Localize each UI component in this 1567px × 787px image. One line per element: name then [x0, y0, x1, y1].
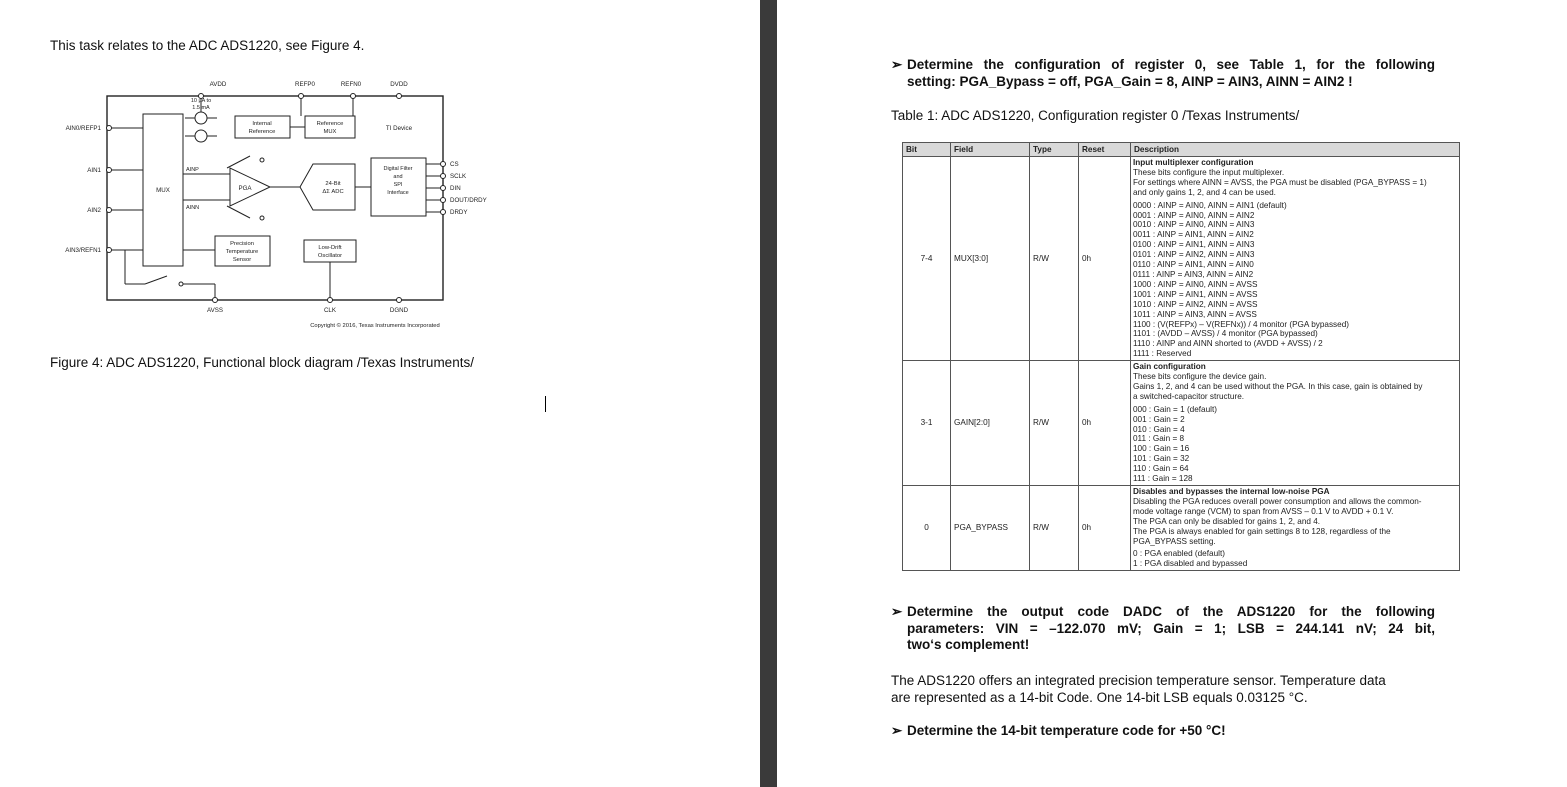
description-line: Disabling the PGA reduces overall power consumption and allows the common-	[1133, 496, 1422, 506]
register-table	[902, 142, 1460, 571]
cell-reset: 0h	[1079, 157, 1131, 361]
cell-reset: 0h	[1079, 361, 1131, 486]
description-line: These bits configure the input multiplexer.	[1133, 167, 1285, 177]
pin-dvdd: DVDD	[390, 81, 408, 88]
svg-text:Interface: Interface	[387, 190, 409, 196]
description-title: Gain configuration	[1133, 362, 1206, 372]
description-option: 111 : Gain = 128	[1133, 474, 1193, 484]
description-option: 0100 : AINP = AIN1, AINN = AIN3	[1133, 240, 1255, 250]
cell-description	[1131, 361, 1460, 486]
description-title: Disables and bypasses the internal low-noise PGA	[1133, 487, 1330, 496]
pin-ain3: AIN3/REFN1	[65, 247, 101, 254]
svg-text:Digital Filter: Digital Filter	[383, 166, 413, 172]
description-option: 0111 : AINP = AIN3, AINN = AIN2	[1133, 269, 1254, 279]
description-option: 1101 : (AVDD – AVSS) / 4 monitor (PGA bypassed)	[1133, 329, 1318, 339]
description-line: For settings where AINN = AVSS, the PGA must be disabled (PGA_BYPASS = 1)	[1133, 177, 1427, 187]
description-line: These bits configure the device gain.	[1133, 372, 1267, 382]
description-title: Input multiplexer configuration	[1133, 158, 1254, 167]
table-row	[903, 486, 1460, 571]
cell-type: R/W	[1030, 157, 1079, 361]
block-diagram	[55, 76, 487, 336]
description-option: 1010 : AINP = AIN2, AINN = AVSS	[1133, 299, 1258, 309]
svg-text:AINP: AINP	[186, 167, 199, 173]
pin-avss: AVSS	[206, 307, 224, 314]
cell-type: R/W	[1030, 486, 1079, 571]
task-1-line-2: setting: PGA_Bypass = off, PGA_Gain = 8, AINP = AIN3, AINN = AIN2 !	[907, 73, 1353, 89]
description-line: PGA_BYPASS setting.	[1133, 536, 1216, 546]
table-caption: Table 1: ADC ADS1220, Configuration register 0 /Texas Instruments/	[891, 108, 1300, 123]
arrow-bullet-icon: ➢	[891, 604, 903, 619]
description-line: a switched-capacitor structure.	[1133, 391, 1245, 401]
pin-cs: CS	[450, 161, 459, 168]
description-option: 1000 : AINP = AIN0, AINN = AVSS	[1133, 279, 1258, 289]
description-option: 1100 : (V(REFPx) – V(REFNx)) / 4 monitor (PGA bypassed)	[1133, 319, 1349, 329]
svg-text:Oscillator: Oscillator	[317, 253, 343, 259]
description-option: 011 : Gain = 8	[1133, 434, 1185, 444]
figure-caption: Figure 4: ADC ADS1220, Functional block diagram /Texas Instruments/	[50, 355, 474, 370]
pin-dout: DOUT/DRDY	[450, 197, 487, 204]
cell-field: MUX[3:0]	[951, 157, 1030, 361]
cell-reset: 0h	[1079, 486, 1131, 571]
description-option: 1 : PGA disabled and bypassed	[1133, 559, 1248, 569]
pin-ain2: AIN2	[87, 207, 101, 214]
pin-refn0: REFN0	[340, 81, 362, 88]
cell-bit: 0	[903, 486, 951, 571]
description-option: 000 : Gain = 1 (default)	[1133, 404, 1217, 414]
svg-text:Low-Drift: Low-Drift	[318, 245, 342, 251]
cell-description	[1131, 157, 1460, 361]
cell-description	[1131, 486, 1460, 571]
pin-din: DIN	[450, 185, 461, 192]
arrow-bullet-icon: ➢	[891, 57, 903, 72]
svg-text:AINN: AINN	[186, 205, 200, 211]
cell-field: PGA_BYPASS	[951, 486, 1030, 571]
cell-bit: 7-4	[903, 157, 951, 361]
task-1-line-1: Determine the configuration of register 0, see Table 1, for the following	[907, 57, 1435, 72]
description-option: 110 : Gain = 64	[1133, 464, 1189, 474]
pga-label: PGA	[238, 185, 252, 192]
description-option: 1001 : AINP = AIN1, AINN = AVSS	[1133, 289, 1258, 299]
svg-text:and: and	[393, 174, 403, 180]
description-option: 0 : PGA enabled (default)	[1133, 549, 1225, 559]
header-description: Description	[1131, 143, 1460, 157]
adc-block	[300, 164, 355, 210]
intro-text: This task relates to the ADC ADS1220, see Figure 4.	[50, 38, 365, 53]
cell-field: GAIN[2:0]	[951, 361, 1030, 486]
svg-text:MUX: MUX	[323, 129, 337, 135]
description-option: 0001 : AINP = AIN0, AINN = AIN2	[1133, 210, 1255, 220]
diagram-copyright: Copyright © 2016, Texas Instruments Incorporated	[310, 323, 440, 329]
ti-device-label: TI Device	[385, 125, 413, 132]
svg-text:SPI: SPI	[393, 182, 403, 188]
pin-ain0: AIN0/REFP1	[65, 125, 101, 132]
description-option: 0110 : AINP = AIN1, AINN = AIN0	[1133, 260, 1254, 270]
mux-label: MUX	[156, 187, 170, 194]
table-row	[903, 361, 1460, 486]
cell-bit: 3-1	[903, 361, 951, 486]
task-2-line-3: two‘s complement!	[907, 637, 1030, 652]
description-option: 010 : Gain = 4	[1133, 424, 1185, 434]
pin-refp0: REFP0	[295, 81, 315, 88]
task-2-line-1: Determine the output code DADC of the ADS1220 for the following	[907, 604, 1435, 619]
description-line: and only gains 1, 2, and 4 can be used.	[1133, 187, 1276, 197]
cell-type: R/W	[1030, 361, 1079, 486]
left-page	[0, 0, 760, 787]
description-option: 0101 : AINP = AIN2, AINN = AIN3	[1133, 250, 1255, 260]
description-option: 0000 : AINP = AIN0, AINN = AIN1 (default)	[1133, 200, 1287, 210]
svg-text:Precision: Precision	[230, 241, 254, 247]
description-line: The PGA can only be disabled for gains 1, 2, and 4.	[1133, 516, 1321, 526]
pin-clk: CLK	[323, 307, 337, 314]
pin-avdd: AVDD	[209, 81, 227, 88]
svg-text:Reference: Reference	[316, 121, 344, 127]
pin-dgnd: DGND	[389, 307, 409, 314]
svg-text:10 µA to: 10 µA to	[190, 98, 212, 104]
description-option: 1011 : AINP = AIN3, AINN = AVSS	[1133, 309, 1257, 319]
text-cursor	[545, 396, 546, 412]
task-2-line-2: parameters: VIN = –122.070 mV; Gain = 1; LSB = 244.141 nV; 24 bit,	[907, 620, 1435, 636]
description-line: mode voltage range (VCM) to span from AVSS – 0.1 V to AVDD + 0.1 V.	[1133, 506, 1394, 516]
page-gutter	[760, 0, 777, 787]
right-page	[777, 0, 1567, 787]
svg-text:Reference: Reference	[248, 129, 276, 135]
task-3-line: Determine the 14-bit temperature code for +50 °C!	[907, 723, 1226, 738]
description-option: 100 : Gain = 16	[1133, 444, 1190, 454]
description-option: 1111 : Reserved	[1133, 349, 1192, 359]
table-row	[903, 157, 1460, 361]
description-option: 001 : Gain = 2	[1133, 414, 1185, 424]
svg-text:1.5 mA: 1.5 mA	[192, 105, 210, 111]
header-type: Type	[1030, 143, 1079, 157]
description-line: The PGA is always enabled for gain settings 8 to 128, regardless of the	[1133, 526, 1391, 536]
svg-text:ΔΣ ADC: ΔΣ ADC	[322, 189, 344, 195]
table-header-row	[903, 143, 1460, 157]
description-line: Gains 1, 2, and 4 can be used without the PGA. In this case, gain is obtained by	[1133, 381, 1423, 391]
paragraph-line-2: are represented as a 14-bit Code. One 14-bit LSB equals 0.03125 °C.	[891, 690, 1308, 705]
header-field: Field	[951, 143, 1030, 157]
header-bit: Bit	[903, 143, 951, 157]
pin-drdy: DRDY	[450, 209, 468, 216]
svg-text:24-Bit: 24-Bit	[325, 181, 341, 187]
paragraph-line-1: The ADS1220 offers an integrated precision temperature sensor. Temperature data	[891, 673, 1386, 688]
arrow-bullet-icon: ➢	[891, 723, 903, 738]
description-option: 1110 : AINP and AINN shorted to (AVDD + AVSS) / 2	[1133, 339, 1323, 349]
description-option: 0010 : AINP = AIN0, AINN = AIN3	[1133, 220, 1255, 230]
description-option: 0011 : AINP = AIN1, AINN = AIN2	[1133, 230, 1254, 240]
pin-ain1: AIN1	[87, 167, 101, 174]
svg-text:Internal: Internal	[252, 121, 272, 127]
description-option: 101 : Gain = 32	[1133, 454, 1190, 464]
svg-text:Sensor: Sensor	[232, 257, 252, 263]
header-reset: Reset	[1079, 143, 1131, 157]
pin-sclk: SCLK	[450, 173, 467, 180]
svg-text:Temperature: Temperature	[225, 249, 259, 255]
